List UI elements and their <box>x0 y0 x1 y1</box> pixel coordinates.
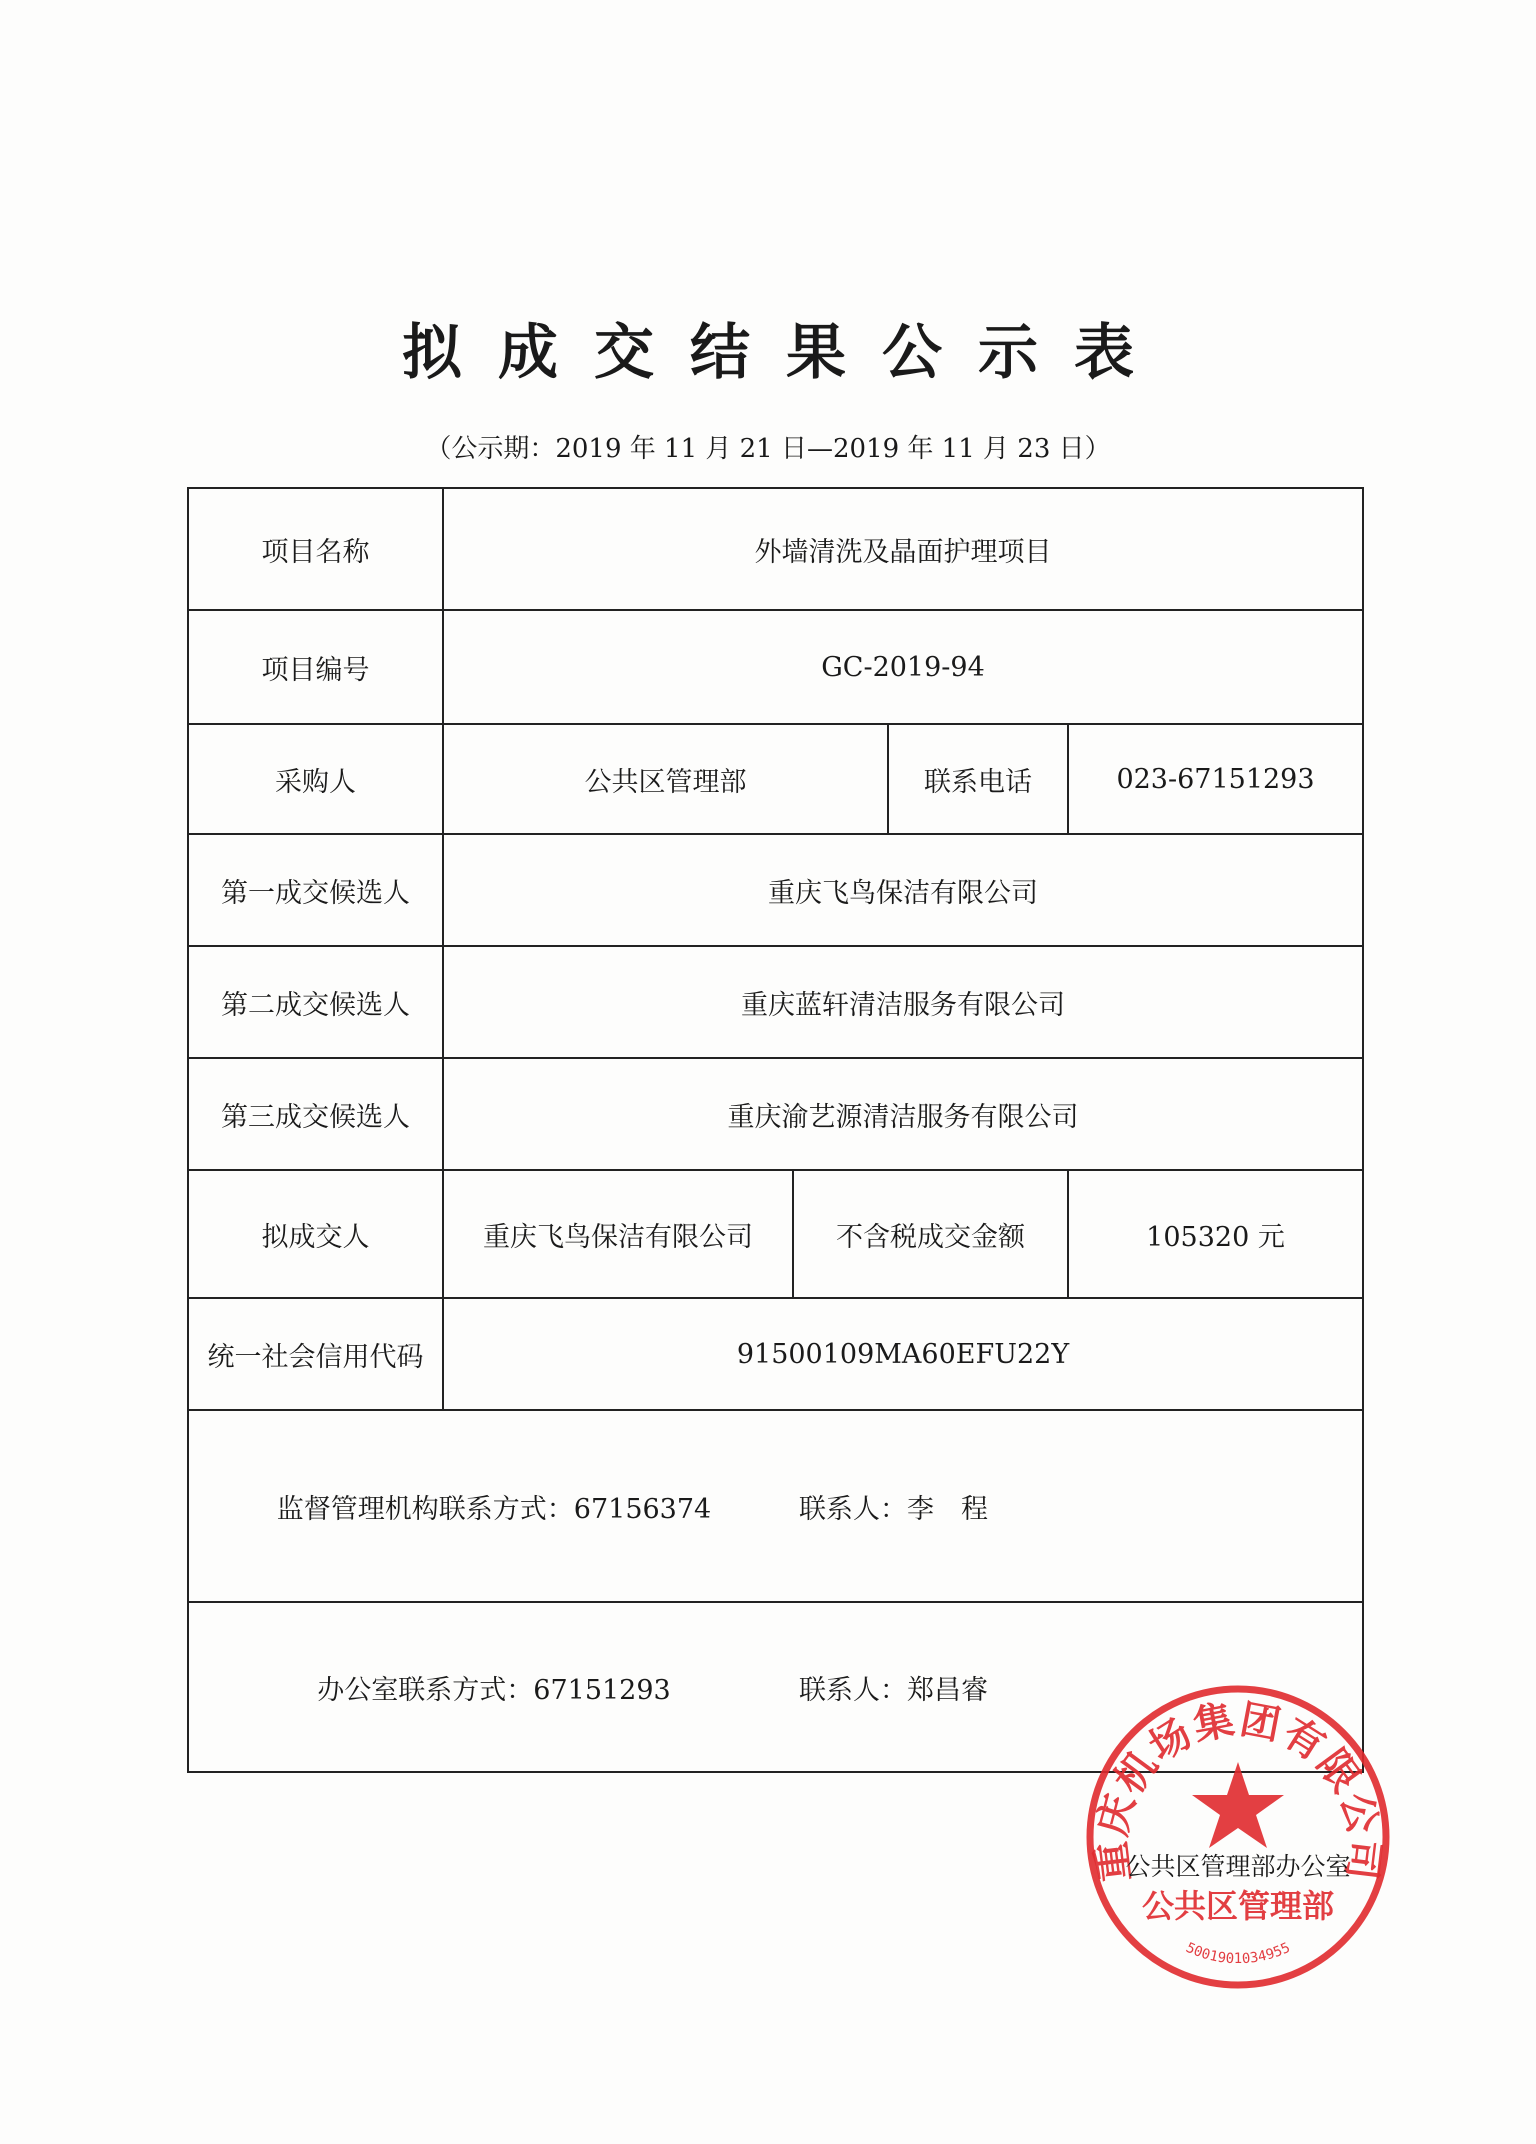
credit-code-label: 统一社会信用代码 <box>188 1298 443 1410</box>
phone-label: 联系电话 <box>888 724 1068 834</box>
project-name-label: 项目名称 <box>188 488 443 610</box>
table-row <box>188 1170 1363 1298</box>
seal-band-text: 公共区管理部办公室 <box>1125 1852 1351 1881</box>
amount-label: 不含税成交金额 <box>793 1170 1068 1298</box>
official-seal <box>1083 1682 1393 1992</box>
first-candidate-value: 重庆飞鸟保洁有限公司 <box>443 834 1363 946</box>
table-row <box>188 1058 1363 1170</box>
seal-center-text: 公共区管理部 <box>1141 1887 1335 1925</box>
table-row <box>188 610 1363 724</box>
star-icon <box>1192 1762 1284 1848</box>
first-candidate-label: 第一成交候选人 <box>188 834 443 946</box>
svg-text:5001901034955 <box>1183 1940 1292 1967</box>
supervision-phone: 监督管理机构联系方式：67156374 <box>276 1493 712 1525</box>
credit-code-value: 91500109MA60EFU22Y <box>443 1298 1363 1410</box>
office-phone: 办公室联系方式：67151293 <box>317 1674 671 1706</box>
winner-label: 拟成交人 <box>188 1170 443 1298</box>
second-candidate-label: 第二成交候选人 <box>188 946 443 1058</box>
seal-ring-text: 重庆机场集团有限公司 <box>1088 1696 1388 1885</box>
purchaser-label: 采购人 <box>188 724 443 834</box>
winner-value: 重庆飞鸟保洁有限公司 <box>443 1170 793 1298</box>
publicity-period: （公示期：2019 年 11 月 21 日—2019 年 11 月 23 日） <box>425 434 1111 464</box>
third-candidate-value: 重庆渝艺源清洁服务有限公司 <box>443 1058 1363 1170</box>
table-row <box>188 724 1363 834</box>
document-title: 拟成交结果公示表 <box>402 318 1170 388</box>
third-candidate-label: 第三成交候选人 <box>188 1058 443 1170</box>
table-row <box>188 946 1363 1058</box>
project-no-label: 项目编号 <box>188 610 443 724</box>
purchaser-value: 公共区管理部 <box>443 724 888 834</box>
seal-serial: 5001901034955 <box>1183 1939 1293 1968</box>
amount-value: 105320 元 <box>1068 1170 1363 1298</box>
table-row <box>188 834 1363 946</box>
phone-value: 023-67151293 <box>1068 724 1363 834</box>
supervision-cell <box>188 1410 1363 1602</box>
project-name-value: 外墙清洗及晶面护理项目 <box>443 488 1363 610</box>
table-row <box>188 1298 1363 1410</box>
second-candidate-value: 重庆蓝轩清洁服务有限公司 <box>443 946 1363 1058</box>
project-no-value: GC-2019-94 <box>443 610 1363 724</box>
table-row <box>188 1410 1363 1602</box>
result-table <box>187 487 1364 1773</box>
supervision-contact: 联系人：李 程 <box>799 1493 988 1525</box>
office-contact: 联系人：郑昌睿 <box>799 1674 988 1706</box>
table-row <box>188 488 1363 610</box>
